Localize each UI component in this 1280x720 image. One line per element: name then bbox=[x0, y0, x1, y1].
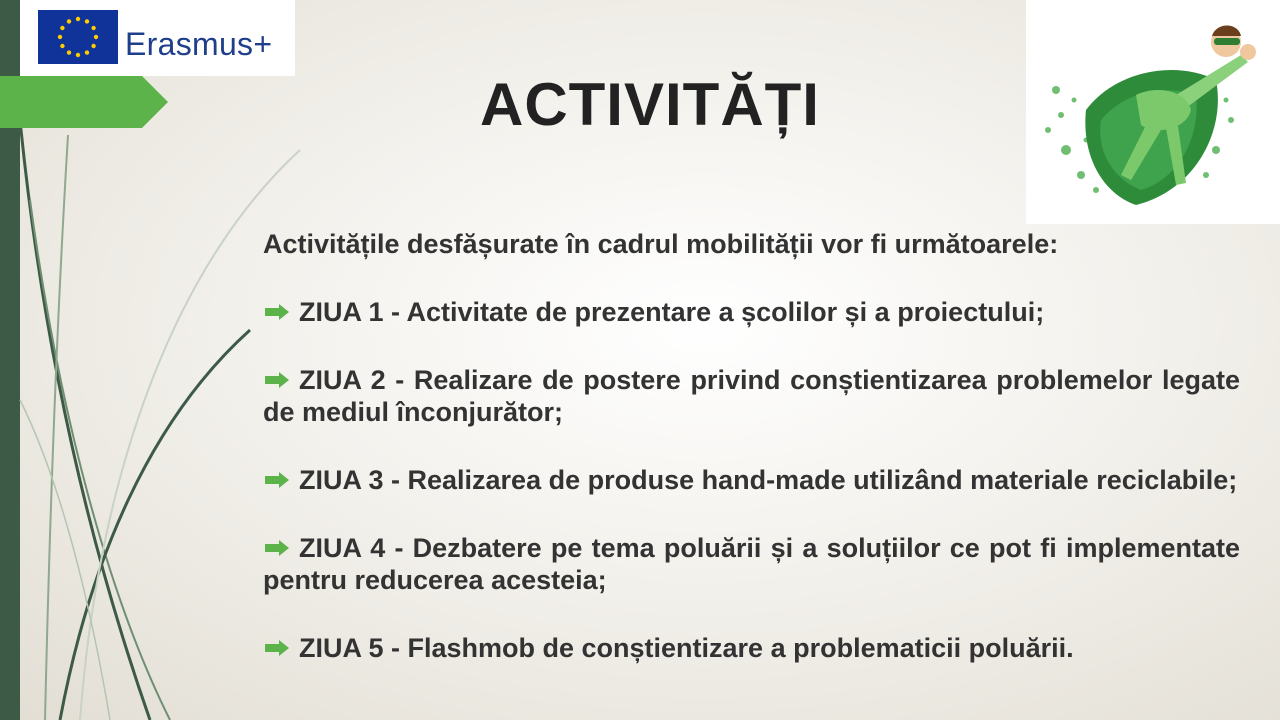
superhero-icon bbox=[1026, 0, 1280, 224]
erasmus-logo bbox=[20, 0, 295, 76]
green-arrow-bullet-icon bbox=[263, 639, 291, 657]
list-item-text: ZIUA 3 - Realizarea de produse hand-made utilizând materiale reciclabile; bbox=[299, 465, 1238, 495]
list-item bbox=[263, 532, 1240, 596]
green-arrow-tab bbox=[0, 76, 170, 128]
list-item-text: ZIUA 4 - Dezbatere pe tema poluării și a soluțiilor ce pot fi implementate pentru reducerea acesteia; bbox=[263, 533, 1240, 595]
list-item bbox=[263, 464, 1240, 496]
slide-title: ACTIVITĂȚI bbox=[480, 71, 820, 138]
intro-text: Activitățile desfășurate în cadrul mobilității vor fi următoarele: bbox=[263, 229, 1059, 259]
green-arrow-bullet-icon bbox=[263, 371, 291, 389]
list-item-text: ZIUA 1 - Activitate de prezentare a școlilor și a proiectului; bbox=[299, 297, 1045, 327]
logo-text: Erasmus+ bbox=[125, 26, 273, 62]
list-item bbox=[263, 364, 1240, 428]
list-item-text: ZIUA 2 - Realizare de postere privind conștientizarea problemelor legate de mediul înconjurător; bbox=[263, 365, 1240, 427]
superhero-illustration bbox=[1026, 0, 1280, 224]
green-arrow-bullet-icon bbox=[263, 303, 291, 321]
eu-flag-icon bbox=[38, 10, 118, 64]
list-item-text: ZIUA 5 - Flashmob de conștientizare a problematicii poluării. bbox=[299, 633, 1074, 663]
activities-content bbox=[263, 228, 1240, 664]
list-item bbox=[263, 632, 1240, 664]
list-item bbox=[263, 296, 1240, 328]
green-arrow-bullet-icon bbox=[263, 471, 291, 489]
green-arrow-bullet-icon bbox=[263, 539, 291, 557]
